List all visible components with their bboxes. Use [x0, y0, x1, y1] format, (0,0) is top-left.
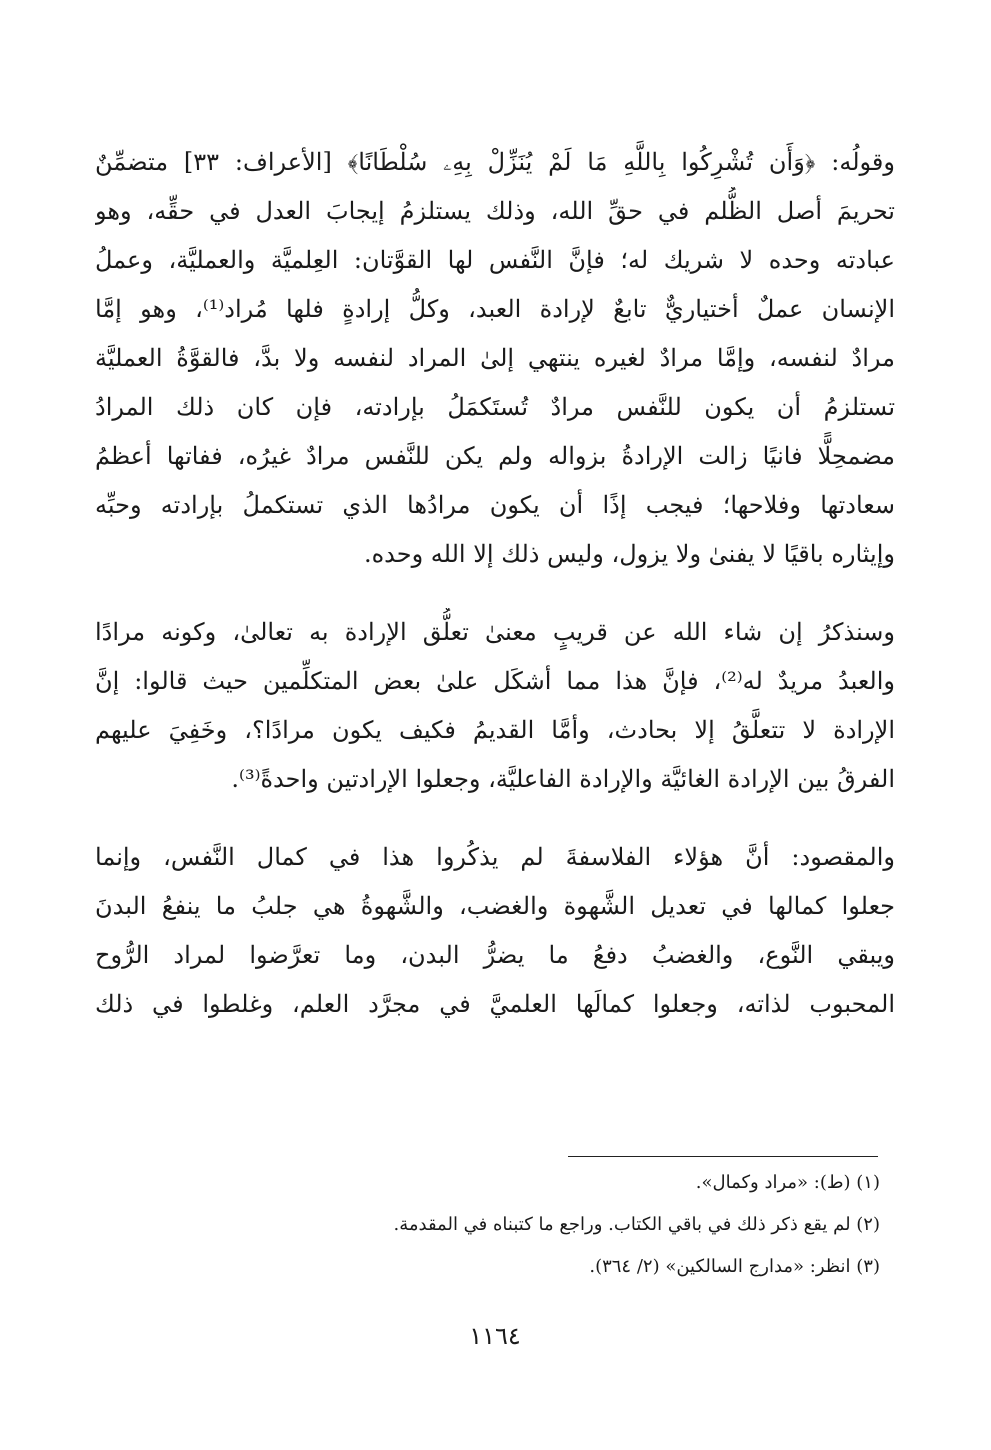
- text-line: الإنسان عملٌ أختياريٌّ تابعٌ لإرادة العبد، وكلُّ إرادةٍ فلها مُراد⁽¹⁾، وهو إمَّا: [95, 295, 895, 323]
- text-line: الفرقُ بين الإرادة الغائيَّة والإرادة الفاعليَّة، وجعلوا الإرادتين واحدةً⁽³⁾.: [231, 765, 895, 793]
- text-line: مرادٌ لنفسه، وإمَّا مرادٌ لغيره ينتهي إلىٰ المراد لنفسه ولا بدَّ، فالقوَّةُ العمليَّة: [95, 344, 895, 372]
- text-line: تحريمَ أصل الظُّلم في حقِّ الله، وذلك يستلزمُ إيجابَ العدل في حقِّه، وهو: [95, 197, 895, 225]
- text-line: تستلزمُ أن يكون للنَّفس مرادٌ تُستَكمَلُ بإرادته، فإن كان ذلك المرادُ: [95, 393, 895, 421]
- paragraph-gap: [95, 579, 895, 608]
- text-line: عبادته وحده لا شريك له؛ فإنَّ النَّفس لها القوَّتان: العِلميَّة والعمليَّة، وعملُ: [95, 246, 895, 274]
- text-line: جعلوا كمالها في تعديل الشَّهوة والغضب، والشَّهوةُ هي جلبُ ما ينفعُ البدنَ: [95, 892, 895, 920]
- footnote-3: (٣) انظر: «مدارج السالكين» (٢/ ٣٦٤).: [589, 1256, 880, 1277]
- text-line: وسنذكرُ إن شاء الله عن قريبٍ معنىٰ تعلُّق الإرادة به تعالىٰ، وكونه مرادًا: [95, 618, 895, 646]
- text-line: والمقصود: أنَّ هؤلاء الفلاسفةَ لم يذكُروا هذا في كمال النَّفس، وإنما: [95, 843, 895, 871]
- text-line: المحبوب لذاته، وجعلوا كمالَها العلميَّ في مجرَّد العلم، وغلطوا في ذلك: [95, 990, 895, 1018]
- paragraph-gap: [95, 804, 895, 833]
- text-line: الإرادة لا تتعلَّقُ إلا بحادث، وأمَّا القديمُ فكيف يكون مرادًا؟، وخَفِيَ عليهم: [95, 716, 895, 744]
- text-line: والعبدُ مريدٌ له⁽²⁾، فإنَّ هذا مما أشكَل علىٰ بعض المتكلِّمين حيث قالوا: إنَّ: [95, 667, 895, 695]
- footnotes: [200, 1162, 880, 1288]
- footnote-divider: [568, 1156, 878, 1157]
- footnote-2: (٢) لم يقع ذكر ذلك في باقي الكتاب. وراجع ما كتبناه في المقدمة.: [393, 1214, 880, 1235]
- main-text: [95, 138, 895, 1029]
- text-line: مضمحِلًّا فانيًا زالت الإرادةُ بزواله ولم يكن للنَّفس مرادٌ غيرُه، ففاتها أعظمُ: [95, 442, 895, 470]
- footnote-1: (١) (ط): «مراد وكمال».: [695, 1172, 880, 1193]
- text-line: وإيثاره باقيًا لا يفنىٰ ولا يزول، وليس ذلك إلا الله وحده.: [363, 540, 895, 568]
- text-line: ويبقي النَّوع، والغضبُ دفعُ ما يضرُّ البدن، وما تعرَّضوا لمراد الرُّوح: [95, 941, 895, 969]
- text-line: سعادتها وفلاحها؛ فيجب إذًا أن يكون مرادُها الذي تستكملُ بإرادته وحبِّه: [95, 491, 895, 519]
- page-number: ١١٦٤: [469, 1322, 521, 1350]
- text-line: وقولُه: ﴿وَأَن تُشْرِكُوا بِاللَّهِ مَا لَمْ يُنَزِّلْ بِهِۦ سُلْطَانًا﴾ [الأعراف: ٣٣] متضمِّنٌ: [95, 148, 895, 176]
